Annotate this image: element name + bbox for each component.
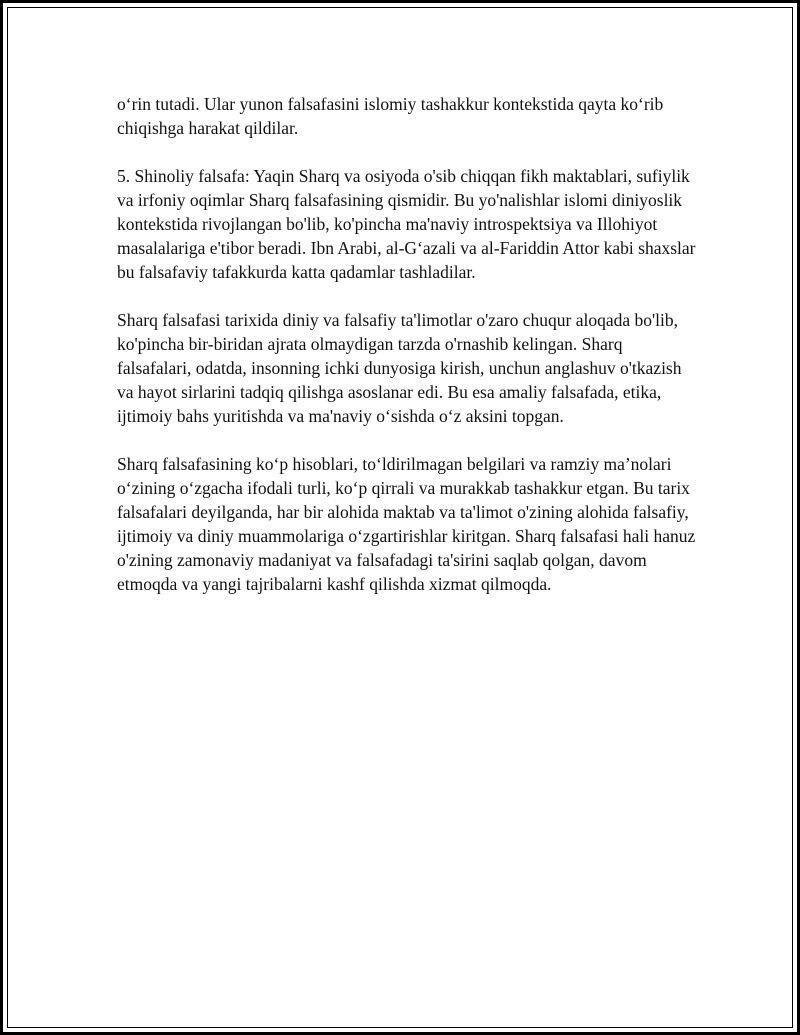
- paragraph-sharq-falsafasi-hisoblari: Sharq falsafasining ko‘p hisoblari, to‘ldirilmagan belgilari va ramziy ma’nolari o‘zining o‘zgacha ifodali turli, ko‘p qirrali va murakkab tashakkur etgan. Bu tarix falsafalari deyilganda, har bir alohida maktab va ta'limot o'zining alohida falsafiy, ijtimoiy va diniy muammolariga o‘zgartirishlar kiritgan. Sharq falsafasi hali hanuz o'zining zamonaviy madaniyat va falsafadagi ta'sirini saqlab qolgan, davom etmoqda va yangi tajribalarni kashf qilishda xizmat qilmoqda.: [117, 454, 696, 594]
- paragraph-sharq-falsafasi-tarixi: Sharq falsafasi tarixida diniy va falsafiy ta'limotlar o'zaro chuqur aloqada bo'lib, ko'pincha bir-biridan ajrata olmaydigan tarzda o'rnashib kelingan. Sharq falsafalari, odatda, insonning ichki dunyosiga kirish, unchun anglashuv o'tkazish va hayot sirlarini tadqiq qilishga asoslanar edi. Bu esa amaliy falsafada, etika, ijtimoiy bahs yuritishda va ma'naviy o‘sishda o‘z aksini topgan.: [117, 310, 682, 426]
- paragraph-continuation: o‘rin tutadi. Ular yunon falsafasini islomiy tashakkur kontekstida qayta ko‘rib chiqishga harakat qildilar.: [117, 94, 664, 138]
- document-body: [117, 92, 697, 620]
- paragraph-shinoliy-falsafa: 5. Shinoliy falsafa: Yaqin Sharq va osiyoda o'sib chiqqan fikh maktablari, sufiylik va irfoniy oqimlar Sharq falsafasining qismidir. Bu yo'nalishlar islomi diniyoslik kontekstida rivojlangan bo'lib, ko'pincha ma'naviy introspektsiya va Illohiyot masalalariga e'tibor beradi. Ibn Arabi, al-G‘azali va al-Fariddin Attor kabi shaxslar bu falsafaviy tafakkurda katta qadamlar tashladilar.: [117, 166, 696, 282]
